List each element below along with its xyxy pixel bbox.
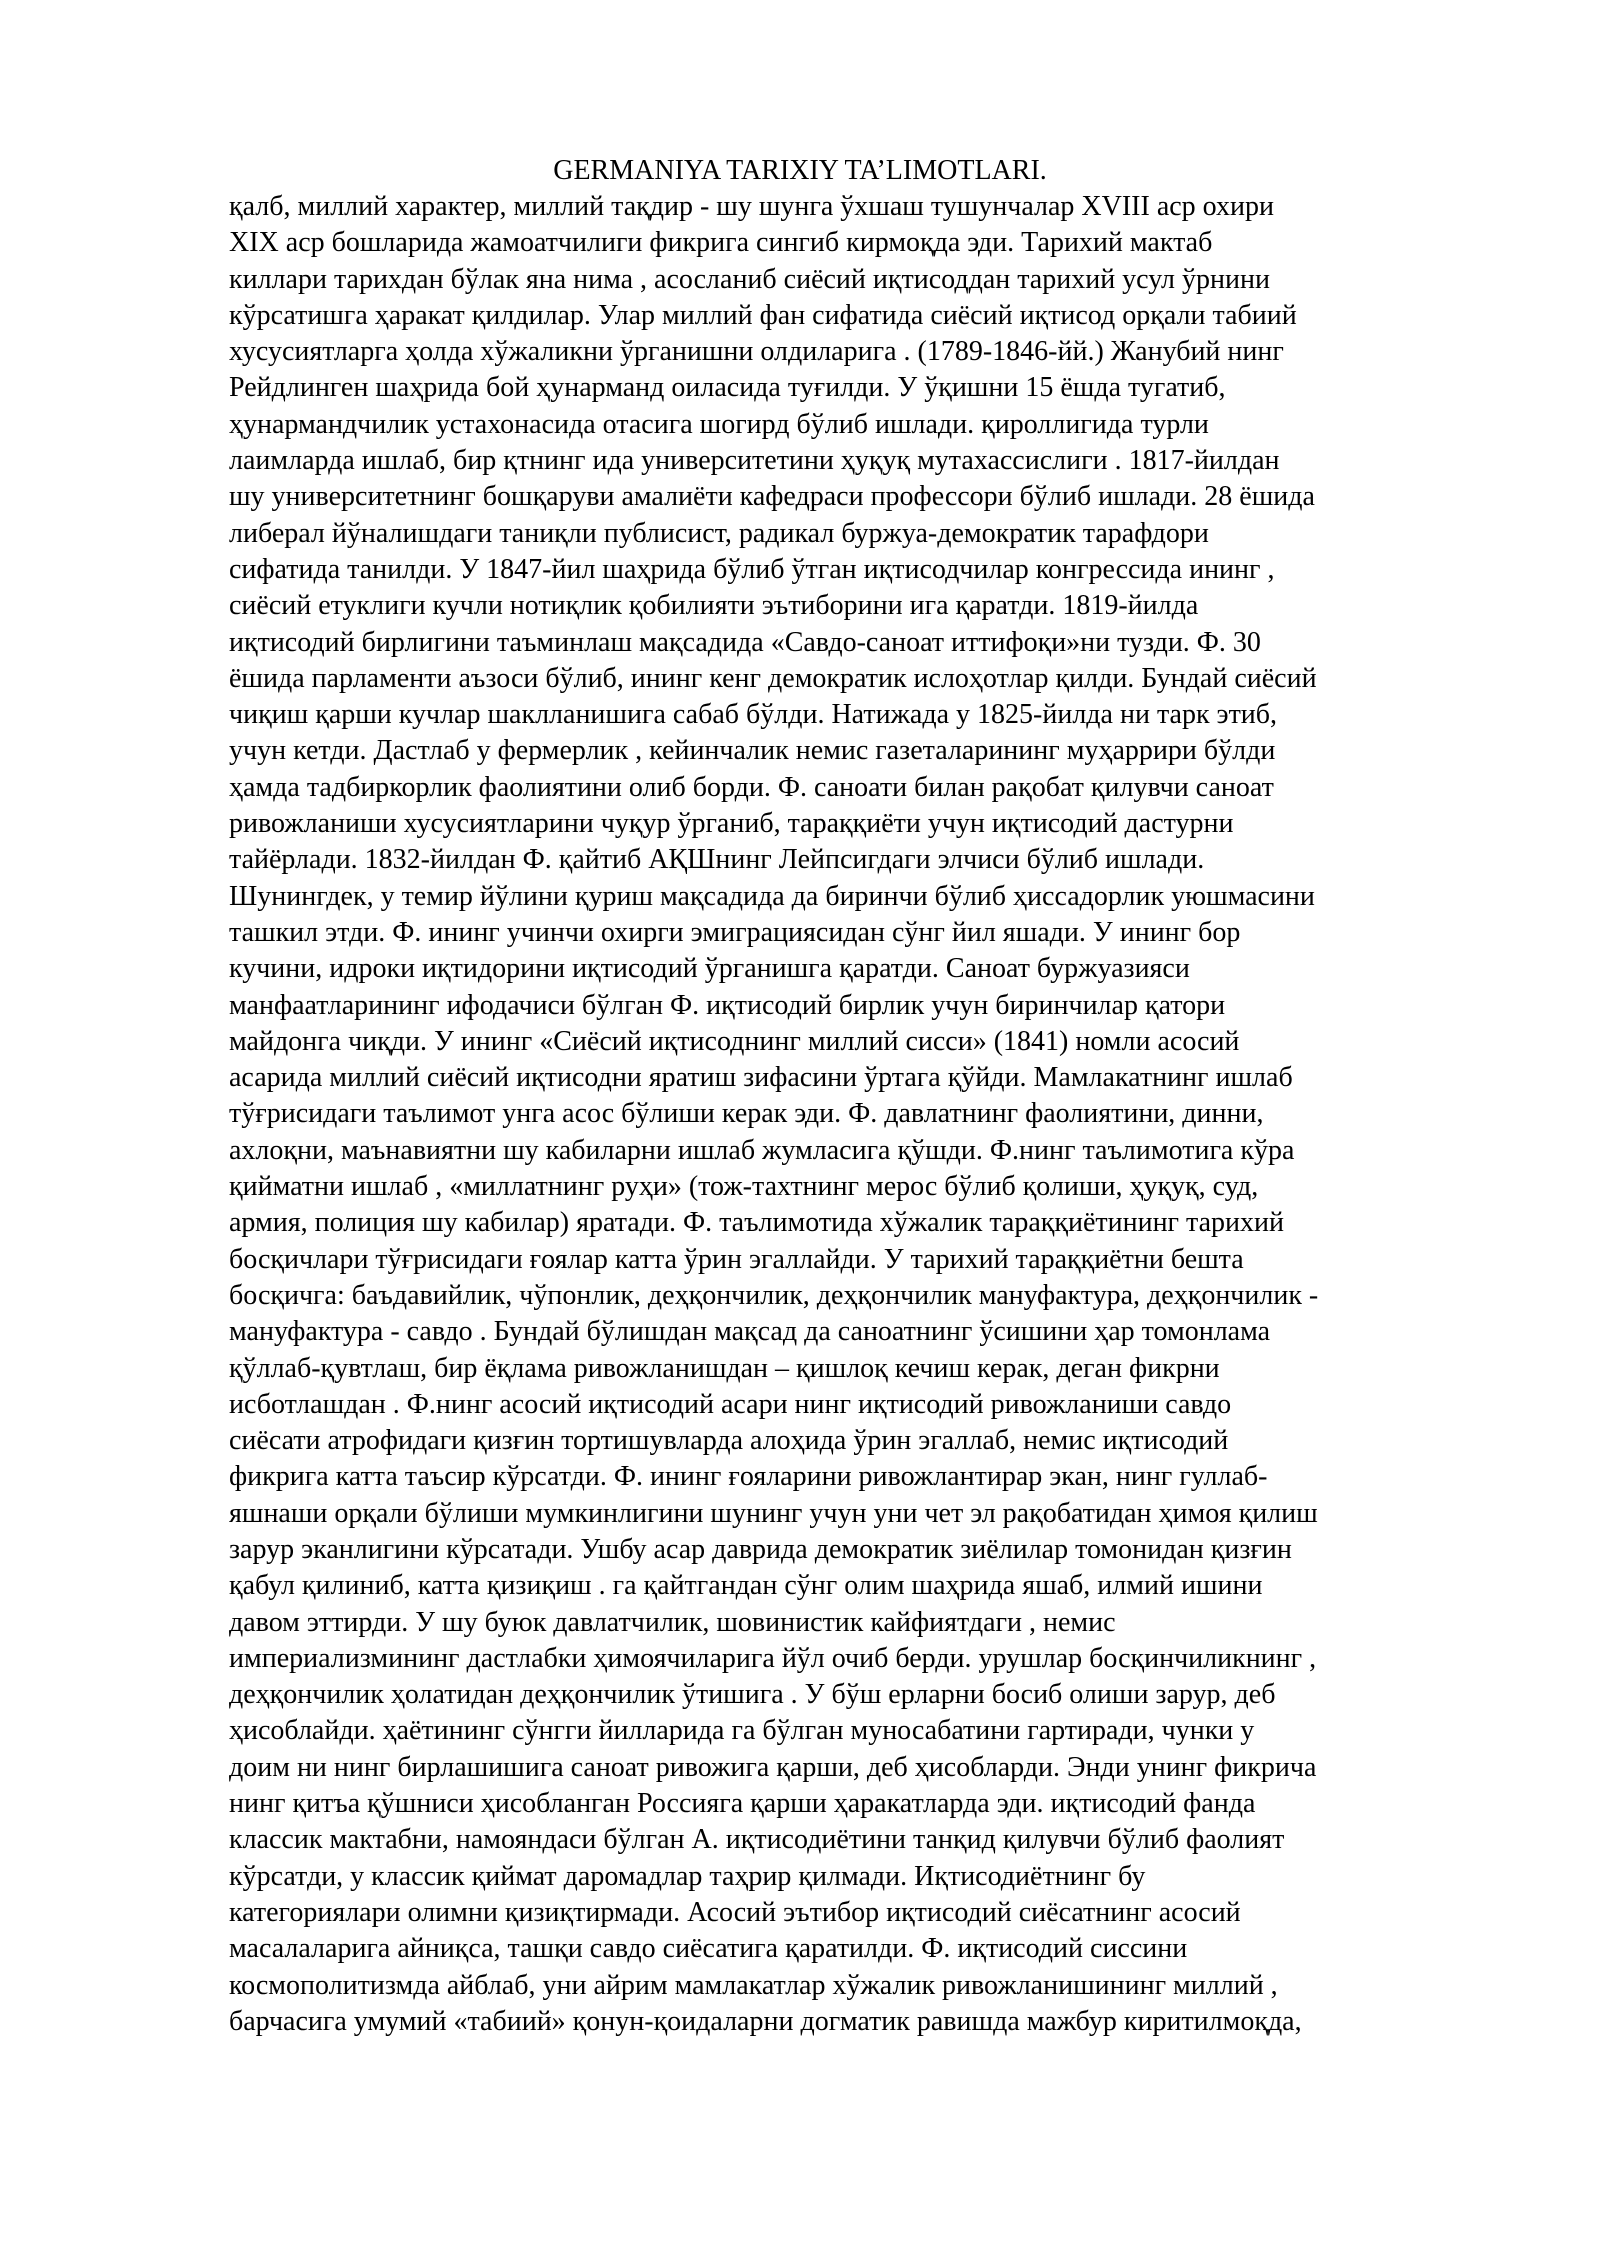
text-line: сиёсати атрофидаги қизғин тортишувларда алоҳида ўрин эгаллаб, немис иқтисодий: [229, 1425, 1229, 1457]
text-line: империализмининг дастлабки ҳимоячиларига йўл очиб берди. урушлар босқинчиликнинг ,: [229, 1642, 1317, 1674]
text-line: армия, полиция шу кабилар) яратади. Ф. таълимотида хўжалик тараққиётининг тарихий: [229, 1207, 1285, 1239]
text-line: космополитизмда айблаб, уни айрим мамлакатлар хўжалик ривожланишининг миллий ,: [229, 1969, 1278, 2001]
text-line: киллари тарихдан бўлак яна нима , асосланиб сиёсий иқтисоддан тарихий усул ўрнини: [229, 263, 1270, 295]
text-line: босқичга: баъдавийлик, чўпонлик, деҳқончилик, деҳқончилик мануфактура, деҳқончилик -: [229, 1279, 1319, 1311]
text-line: мануфактура - савдо . Бундай бўлишдан мақсад да саноатнинг ўсишини ҳар томонлама: [229, 1316, 1271, 1348]
document-body: [229, 189, 1529, 2040]
text-line: зарур эканлигини кўрсатади. Ушбу асар даврида демократик зиёлилар томонидан қизғин: [229, 1533, 1292, 1565]
text-line: Рейдлинген шаҳрида бой ҳунарманд оиласида туғилди. У ўқишни 15 ёшда тугатиб,: [229, 372, 1226, 404]
text-line: кўрсатди, у классик қиймат даромадлар таҳрир қилмади. Иқтисодиётнинг бу: [229, 1860, 1146, 1892]
text-line: тўғрисидаги таълимот унга асос бўлиши керак эди. Ф. давлатнинг фаолиятини, динни,: [229, 1098, 1264, 1130]
text-line: либерал йўналишдаги таниқли публисист, радикал буржуа-демократик тарафдори: [229, 517, 1209, 549]
text-line: асарида миллий сиёсий иқтисодни яратиш зифасини ўртага қўйди. Мамлакатнинг ишлаб: [229, 1062, 1293, 1094]
text-line: фикрига катта таъсир кўрсатди. Ф. ининг ғояларини ривожлантирар экан, нинг гуллаб-: [229, 1461, 1268, 1493]
text-line: XIX аср бошларида жамоатчилиги фикрига сингиб кирмоқда эди. Тарихий мактаб: [229, 227, 1213, 259]
text-line: босқичлари тўғрисидаги ғоялар катта ўрин эгаллайди. У тарихий тараққиётни бешта: [229, 1243, 1244, 1275]
text-line: категориялари олимни қизиқтирмади. Асосий эътибор иқтисодий сиёсатнинг асосий: [229, 1896, 1241, 1928]
text-line: қалб, миллий характер, миллий тақдир - шу шунга ўхшаш тушунчалар XVIII аср охири: [229, 191, 1274, 222]
text-line: қабул қилиниб, катта қизиқиш . га қайтгандан сўнг олим шаҳрида яшаб, илмий ишини: [229, 1570, 1263, 1602]
text-line: классик мактабни, намояндаси бўлган А. иқтисодиётини танқид қилувчи бўлиб фаолият: [229, 1824, 1285, 1856]
text-line: ҳисоблайди. ҳаётининг сўнгги йилларида га бўлган муносабатини гартиради, чунки у: [229, 1715, 1255, 1747]
text-line: кучини, идроки иқтидорини иқтисодий ўрганишга қаратди. Саноат буржуазияси: [229, 953, 1190, 985]
text-line: лаимларда ишлаб, бир қтнинг ида университетини ҳуқуқ мутахассислиги . 1817-йилдан: [229, 445, 1280, 477]
text-line: шу университетнинг бошқаруви амалиёти кафедраси профессори бўлиб ишлади. 28 ёшида: [229, 481, 1315, 513]
text-line: қўллаб-қувтлаш, бир ёқлама ривожланишдан – қишлоқ кечиш керак, деган фикрни: [229, 1352, 1220, 1384]
text-line: чиқиш қарши кучлар шаклланишига сабаб бўлди. Натижада у 1825-йилда ни тарк этиб,: [229, 699, 1278, 731]
text-line: ҳамда тадбиркорлик фаолиятини олиб борди. Ф. саноати билан рақобат қилувчи саноат: [229, 771, 1274, 803]
text-line: яшнаши орқали бўлиши мумкинлигини шунинг учун уни чет эл рақобатидан ҳимоя қилиш: [229, 1497, 1318, 1529]
text-line: иқтисодий бирлигини таъминлаш мақсадида «Савдо-саноат иттифоқи»ни тузди. Ф. 30: [229, 626, 1261, 658]
text-line: давом эттирди. У шу буюк давлатчилик, шовинистик кайфиятдаги , немис: [229, 1606, 1116, 1638]
text-line: тайёрлади. 1832-йилдан Ф. қайтиб АҚШнинг Лейпсигдаги элчиси бўлиб ишлади.: [229, 844, 1205, 876]
text-line: қийматни ишлаб , «миллатнинг руҳи» (тож-тахтнинг мерос бўлиб қолиши, ҳуқуқ, суд,: [229, 1171, 1259, 1203]
text-line: деҳқончилик ҳолатидан деҳқончилик ўтишига . У бўш ерларни босиб олиши зарур, деб: [229, 1679, 1276, 1711]
text-line: ёшида парламенти аъзоси бўлиб, ининг кенг демократик ислоҳотлар қилди. Бундай сиёсий: [229, 662, 1317, 694]
text-line: хусусиятларга ҳолда хўжаликни ўрганишни олдиларига . (1789-1846-йй.) Жанубий нинг: [229, 336, 1284, 368]
text-line: ахлоқни, маънавиятни шу кабиларни ишлаб жумласига қўшди. Ф.нинг таълимотига кўра: [229, 1134, 1295, 1166]
document-title: GERMANIYA TARIXIY TA’LIMOTLARI.: [553, 155, 1047, 186]
text-line: исботлашдан . Ф.нинг асосий иқтисодий асари нинг иқтисодий ривожланиши савдо: [229, 1388, 1232, 1420]
text-line: нинг қитъа қўшниси ҳисобланган Россияга қарши ҳаракатларда эди. иқтисодий фанда: [229, 1788, 1256, 1820]
text-line: учун кетди. Дастлаб у фермерлик , кейинчалик немис газеталарининг муҳаррири бўлди: [229, 735, 1276, 767]
text-line: сиёсий етуклиги кучли нотиқлик қобилияти эътиборини ига қаратди. 1819-йилда: [229, 590, 1199, 622]
text-line: масалаларига айниқса, ташқи савдо сиёсатига қаратилди. Ф. иқтисодий сиссини: [229, 1933, 1188, 1965]
text-line: майдонга чиқди. У ининг «Сиёсий иқтисоднинг миллий сисси» (1841) номли асосий: [229, 1025, 1240, 1057]
text-line: ташкил этди. Ф. ининг учинчи охирги эмиграциясидан сўнг йил яшади. У ининг бор: [229, 916, 1241, 948]
text-line: ҳунармандчилик устахонасида отасига шогирд бўлиб ишлади. қироллигида турли: [229, 408, 1209, 440]
text-line: сифатида танилди. У 1847-йил шаҳрида бўлиб ўтган иқтисодчилар конгрессида ининг ,: [229, 553, 1275, 585]
text-line: доим ни нинг бирлашишига саноат ривожига қарши, деб ҳисобларди. Энди унинг фикрича: [229, 1751, 1317, 1783]
text-line: Шунингдек, у темир йўлини қуриш мақсадида да биринчи бўлиб ҳиссадорлик уюшмасини: [229, 880, 1315, 912]
text-line: манфаатларининг ифодачиси бўлган Ф. иқтисодий бирлик учун биринчилар қатори: [229, 989, 1226, 1021]
text-line: барчасига умумий «табиий» қонун-қоидаларни догматик равишда мажбур киритилмоқда,: [229, 2005, 1302, 2037]
text-line: кўрсатишга ҳаракат қилдилар. Улар миллий фан сифатида сиёсий иқтисод орқали табиий: [229, 299, 1297, 331]
text-line: ривожланиши хусусиятларини чуқур ўрганиб, тараққиёти учун иқтисодий дастурни: [229, 808, 1234, 840]
